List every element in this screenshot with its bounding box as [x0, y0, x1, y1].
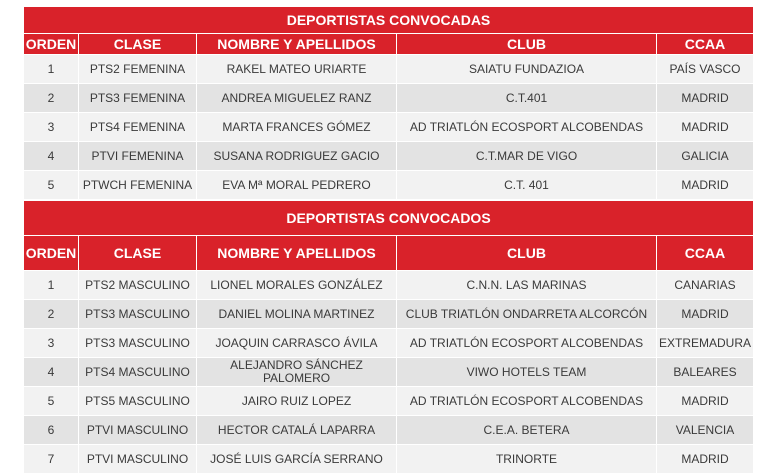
cell-ccaa: MADRID: [657, 84, 754, 113]
table-row: [24, 300, 754, 329]
cell-nombre: MARTA FRANCES GÓMEZ: [197, 113, 397, 142]
cell-ccaa: MADRID: [657, 445, 754, 474]
cell-nombre: EVA Mª MORAL PEDRERO: [197, 171, 397, 200]
header-ccaa: CCAA: [657, 34, 754, 55]
cell-nombre: SUSANA RODRIGUEZ GACIO: [197, 142, 397, 171]
cell-clase: PTS5 MASCULINO: [79, 387, 197, 416]
cell-club: AD TRIATLÓN ECOSPORT ALCOBENDAS: [397, 113, 657, 142]
cell-clase: PTS4 FEMENINA: [79, 113, 197, 142]
cell-nombre: ANDREA MIGUELEZ RANZ: [197, 84, 397, 113]
cell-club: C.E.A. BETERA: [397, 416, 657, 445]
cell-ccaa: BALEARES: [657, 358, 754, 387]
cell-nombre: RAKEL MATEO URIARTE: [197, 55, 397, 84]
cell-ccaa: MADRID: [657, 113, 754, 142]
cell-clase: PTS3 FEMENINA: [79, 84, 197, 113]
table-row: [24, 171, 754, 200]
female-athletes-table: [23, 6, 754, 200]
table-row: [24, 358, 754, 387]
cell-nombre: ALEJANDRO SÁNCHEZ PALOMERO: [197, 358, 397, 387]
table-row: [24, 113, 754, 142]
table-row: [24, 329, 754, 358]
cell-ccaa: MADRID: [657, 171, 754, 200]
cell-nombre: JOAQUIN CARRASCO ÁVILA: [197, 329, 397, 358]
cell-club: AD TRIATLÓN ECOSPORT ALCOBENDAS: [397, 387, 657, 416]
cell-ccaa: EXTREMADURA: [657, 329, 754, 358]
cell-clase: PTS2 MASCULINO: [79, 271, 197, 300]
header-club: CLUB: [397, 236, 657, 271]
female-table-title: DEPORTISTAS CONVOCADAS: [24, 7, 754, 34]
cell-orden: 2: [24, 300, 79, 329]
cell-orden: 6: [24, 416, 79, 445]
header-club: CLUB: [397, 34, 657, 55]
table-row: [24, 142, 754, 171]
cell-club: C.T. 401: [397, 171, 657, 200]
male-athletes-table: [23, 200, 754, 474]
cell-clase: PTWCH FEMENINA: [79, 171, 197, 200]
cell-club: AD TRIATLÓN ECOSPORT ALCOBENDAS: [397, 329, 657, 358]
cell-ccaa: MADRID: [657, 300, 754, 329]
header-nombre: NOMBRE Y APELLIDOS: [197, 34, 397, 55]
header-orden: ORDEN: [24, 34, 79, 55]
cell-clase: PTS2 FEMENINA: [79, 55, 197, 84]
male-table-title: DEPORTISTAS CONVOCADOS: [24, 201, 754, 236]
cell-club: C.T.MAR DE VIGO: [397, 142, 657, 171]
cell-orden: 3: [24, 113, 79, 142]
cell-club: C.N.N. LAS MARINAS: [397, 271, 657, 300]
cell-orden: 1: [24, 271, 79, 300]
cell-club: CLUB TRIATLÓN ONDARRETA ALCORCÓN: [397, 300, 657, 329]
cell-nombre: HECTOR CATALÁ LAPARRA: [197, 416, 397, 445]
table-row: [24, 55, 754, 84]
header-nombre: NOMBRE Y APELLIDOS: [197, 236, 397, 271]
cell-clase: PTVI MASCULINO: [79, 445, 197, 474]
header-clase: CLASE: [79, 34, 197, 55]
table-row: [24, 84, 754, 113]
header-orden: ORDEN: [24, 236, 79, 271]
header-clase: CLASE: [79, 236, 197, 271]
cell-ccaa: MADRID: [657, 387, 754, 416]
table-row: [24, 416, 754, 445]
cell-club: SAIATU FUNDAZIOA: [397, 55, 657, 84]
cell-clase: PTVI MASCULINO: [79, 416, 197, 445]
cell-orden: 5: [24, 171, 79, 200]
female-rows: [24, 55, 754, 200]
cell-club: TRINORTE: [397, 445, 657, 474]
cell-club: C.T.401: [397, 84, 657, 113]
cell-orden: 2: [24, 84, 79, 113]
table-row: [24, 445, 754, 474]
cell-orden: 4: [24, 142, 79, 171]
male-rows: [24, 271, 754, 474]
header-ccaa: CCAA: [657, 236, 754, 271]
cell-ccaa: GALICIA: [657, 142, 754, 171]
cell-clase: PTS3 MASCULINO: [79, 300, 197, 329]
cell-orden: 3: [24, 329, 79, 358]
convocatoria-container: [23, 6, 753, 474]
cell-clase: PTS4 MASCULINO: [79, 358, 197, 387]
cell-orden: 4: [24, 358, 79, 387]
cell-club: VIWO HOTELS TEAM: [397, 358, 657, 387]
cell-orden: 1: [24, 55, 79, 84]
cell-ccaa: VALENCIA: [657, 416, 754, 445]
cell-nombre: JOSÉ LUIS GARCÍA SERRANO: [197, 445, 397, 474]
cell-orden: 5: [24, 387, 79, 416]
cell-nombre: JAIRO RUIZ LOPEZ: [197, 387, 397, 416]
cell-nombre: DANIEL MOLINA MARTINEZ: [197, 300, 397, 329]
cell-clase: PTS3 MASCULINO: [79, 329, 197, 358]
table-row: [24, 387, 754, 416]
cell-ccaa: CANARIAS: [657, 271, 754, 300]
table-row: [24, 271, 754, 300]
cell-orden: 7: [24, 445, 79, 474]
cell-clase: PTVI FEMENINA: [79, 142, 197, 171]
cell-ccaa: PAÍS VASCO: [657, 55, 754, 84]
cell-nombre: LIONEL MORALES GONZÁLEZ: [197, 271, 397, 300]
